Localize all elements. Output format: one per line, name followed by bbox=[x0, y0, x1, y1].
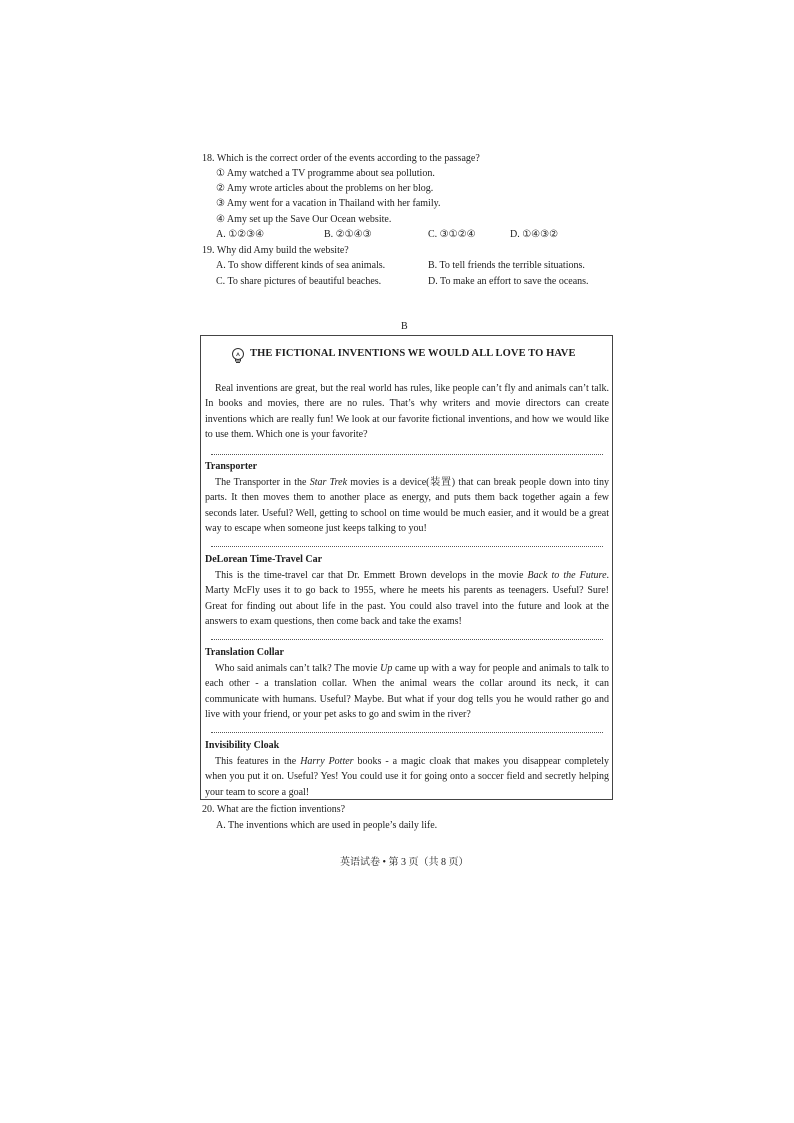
section-text-delorean: This is the time-travel car that Dr. Emmett Brown develops in the movie Back to the Future. Marty McFly uses it to go back to 1955, where he meets his parents as teenagers. Useful? Sure! Great for finding out about life in the past. You could also travel into the future and look at the answers to exam questions, then come back and take the exams! bbox=[205, 570, 610, 628]
section-text-collar: Who said animals can’t talk? The movie Up came up with a way for people and animals to talk to each other - a translation collar. When the animal wears the collar around its neck, it can communicate with humans. Useful? Maybe. But what if your dog tells you he would rather go and live with your friend, or your pet asks to go and swim in the river? bbox=[205, 663, 609, 721]
section-heading-cloak: Invisibility Cloak bbox=[205, 740, 280, 751]
section-heading-collar: Translation Collar bbox=[205, 647, 284, 658]
divider-4 bbox=[211, 732, 603, 733]
question-18-option-b: B. ②①④③ bbox=[324, 229, 372, 240]
question-18-event-4: ④ Amy set up the Save Our Ocean website. bbox=[216, 214, 392, 225]
passage-intro: Real inventions are great, but the real world has rules, like people can’t fly and animals can’t talk. In books and movies, there are no rules. That’s why writers and movie directors can create inventions which are really fun! We look at our favorite fictional inventions, and how we would like to use them. Which one is your favorite? bbox=[205, 383, 609, 441]
section-heading-delorean: DeLorean Time-Travel Car bbox=[205, 554, 323, 565]
question-18-option-a: A. ①②③④ bbox=[216, 229, 265, 240]
section-text-transporter: The Transporter in the Star Trek movies is a device(装置) that can break people down into tiny parts. It then moves them to another place as energy, and puts them back together again a few seconds later. Useful? Well, getting to school on time would be much easier, and it would be a great way to escape when someone just keeps talking to you! bbox=[205, 477, 610, 535]
question-20-option-a: A. The inventions which are used in people’s daily life. bbox=[216, 820, 438, 831]
section-heading-transporter: Transporter bbox=[205, 461, 258, 472]
question-20-stem: 20. What are the fiction inventions? bbox=[202, 804, 346, 815]
question-18-option-d: D. ①④③② bbox=[510, 229, 559, 240]
question-18-option-c: C. ③①②④ bbox=[428, 229, 476, 240]
question-18-event-3: ③ Amy went for a vacation in Thailand with her family. bbox=[216, 198, 441, 209]
question-18-stem: 18. Which is the correct order of the events according to the passage? bbox=[202, 153, 480, 164]
section-label: B bbox=[401, 321, 408, 332]
question-19-option-d: D. To make an effort to save the oceans. bbox=[428, 276, 589, 287]
divider-2 bbox=[211, 546, 603, 547]
section-text-cloak: This features in the Harry Potter books - a magic cloak that makes you disappear completely when you put it on. Useful? Yes! You could use it for going onto a soccer field and secretly helping your team to score a goal! bbox=[205, 756, 609, 798]
question-19-option-b: B. To tell friends the terrible situations. bbox=[428, 260, 585, 271]
page-footer: 英语试卷 • 第 3 页（共 8 页） bbox=[340, 857, 469, 868]
question-18-event-2: ② Amy wrote articles about the problems on her blog. bbox=[216, 183, 434, 194]
divider-1 bbox=[211, 454, 603, 455]
question-18-event-1: ① Amy watched a TV programme about sea pollution. bbox=[216, 168, 435, 179]
question-19-stem: 19. Why did Amy build the website? bbox=[202, 245, 349, 256]
lightbulb-icon bbox=[230, 347, 246, 365]
question-19-option-c: C. To share pictures of beautiful beaches. bbox=[216, 276, 382, 287]
divider-3 bbox=[211, 639, 603, 640]
passage-title: THE FICTIONAL INVENTIONS WE WOULD ALL LOVE TO HAVE bbox=[250, 348, 576, 359]
question-19-option-a: A. To show different kinds of sea animals. bbox=[216, 260, 386, 271]
